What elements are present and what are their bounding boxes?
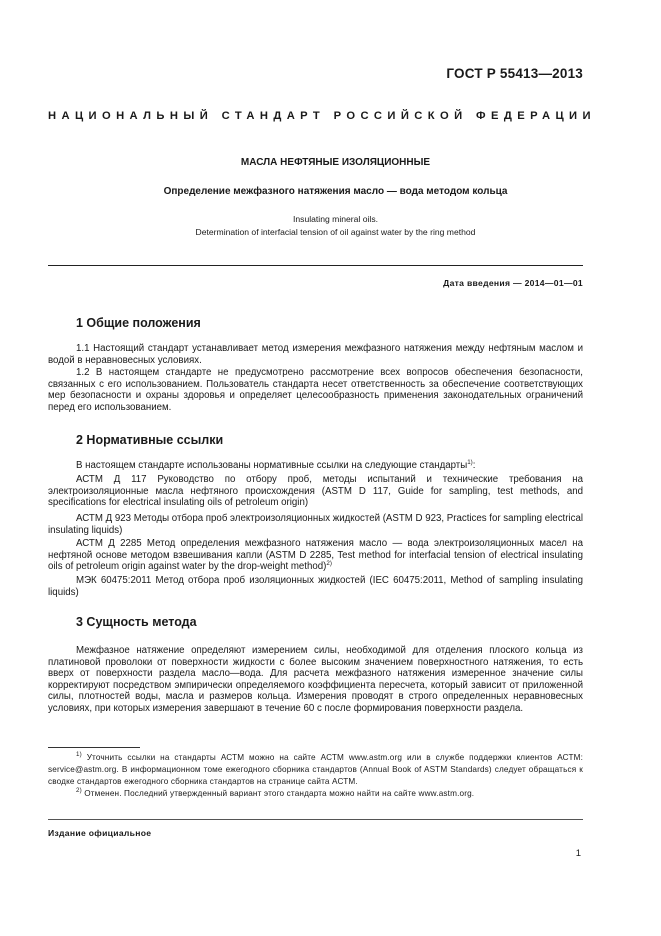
national-standard-banner: НАЦИОНАЛЬНЫЙ СТАНДАРТ РОССИЙСКОЙ ФЕДЕРАЦИИ bbox=[48, 110, 596, 122]
footnote-2-mark: 2) bbox=[76, 787, 82, 794]
official-edition-label: Издание официальное bbox=[48, 828, 152, 838]
english-title-line-2: Determination of interfacial tension of oil against water by the ring method bbox=[195, 227, 476, 237]
document-title: МАСЛА НЕФТЯНЫЕ ИЗОЛЯЦИОННЫЕ bbox=[240, 157, 431, 168]
page-number: 1 bbox=[575, 848, 581, 859]
section-1-heading: 1 Общие положения bbox=[76, 316, 201, 330]
footnote-1-mark: 1) bbox=[76, 751, 82, 758]
section-1-paragraph-2: 1.2 В настоящем стандарте не предусмотрено рассмотрение всех вопросов обеспечения безопасности, связанных с его использованием. Пользователь стандарта несет ответственность за обеспечение соответствующих мер безопасности и охраны здоровья и определяет целесообразность применения законодательных ограничений перед его использованием. bbox=[48, 367, 583, 413]
section-2-intro-colon: : bbox=[472, 460, 476, 471]
document-title-english bbox=[0, 213, 661, 239]
footnote-1 bbox=[48, 752, 583, 788]
reference-iec-60475: МЭК 60475:2011 Метод отбора проб изоляционных жидкостей (IEC 60475:2011, Method of sampling insulating liquids) bbox=[48, 575, 583, 598]
reference-astm-d117: АСТМ Д 117 Руководство по отбору проб, методы испытаний и технические требования на электроизоляционные масла нефтяного происхождения (ASTM D 117, Guide for sampling, test methods, and specifications for electrical insulating oils of petroleum origin) bbox=[48, 474, 583, 509]
gost-code: ГОСТ Р 55413—2013 bbox=[446, 66, 583, 81]
section-1-paragraph-1: 1.1 Настоящий стандарт устанавливает метод измерения межфазного натяжения между нефтяным маслом и водой в неравновесных условиях. bbox=[48, 343, 583, 366]
section-3-heading: 3 Сущность метода bbox=[76, 615, 197, 629]
footnote-1-text: Уточнить ссылки на стандарты АСТМ можно на сайте АСТМ www.astm.org или в службе поддержки клиентов АСТМ: service@astm.org. В информационном томе ежегодного сборника стандартов (Annual Book of ASTM Standards) следует обращаться к сводке стандартов ежегодного сборника стандартов на странице сайта АСТМ. bbox=[48, 753, 583, 786]
english-title-line-1: Insulating mineral oils. bbox=[292, 214, 379, 224]
section-2-intro bbox=[48, 460, 583, 472]
footnote-ref-1: 1) bbox=[467, 459, 473, 466]
introduction-date: Дата введения — 2014—01—01 bbox=[443, 278, 583, 288]
section-3-paragraph-1: Межфазное натяжение определяют измерением силы, необходимой для отделения плоского кольца из платиновой проволоки от поверхности жидкости с более высоким значением поверхностного натяжения, то есть вверх от поверхности раздела масло—вода. Для расчета межфазного натяжения измеренное значение силы корректируют посредством эмпирически определяемого коэффициента пересчета, который зависит от приложенной силы, плотностей воды, масла и размеров кольца. Измерения проводят в строго определенных неравновесных условиях, при которых измерения завершают в течение 60 с после формирования поверхности раздела. bbox=[48, 645, 583, 714]
footer-divider bbox=[48, 819, 583, 820]
footnote-divider bbox=[48, 747, 140, 748]
header-divider bbox=[48, 265, 583, 266]
reference-astm-d923: АСТМ Д 923 Методы отбора проб электроизоляционных жидкостей (ASTM D 923, Practices for sampling electrical insulating liquids) bbox=[48, 513, 583, 536]
footnote-ref-2: 2) bbox=[326, 560, 332, 568]
reference-astm-d2285-text: АСТМ Д 2285 Метод определения межфазного натяжения масло — вода электроизоляционных масел на нефтяной основе методом взвешивания капли (ASTM D 2285, Test method for interfacial tension of electrical insulating oils of petroleum origin against water by the drop-weight method) bbox=[48, 538, 583, 573]
footnote-2 bbox=[48, 788, 583, 800]
section-2-intro-text: В настоящем стандарте использованы нормативные ссылки на следующие стандарты bbox=[76, 460, 468, 471]
section-2-heading: 2 Нормативные ссылки bbox=[76, 433, 224, 447]
reference-astm-d2285 bbox=[48, 538, 583, 573]
footnote-2-text: Отменен. Последний утвержденный вариант этого стандарта можно найти на сайте www.astm.org. bbox=[84, 789, 475, 798]
document-subtitle: Определение межфазного натяжения масло — вода методом кольца bbox=[163, 186, 508, 197]
